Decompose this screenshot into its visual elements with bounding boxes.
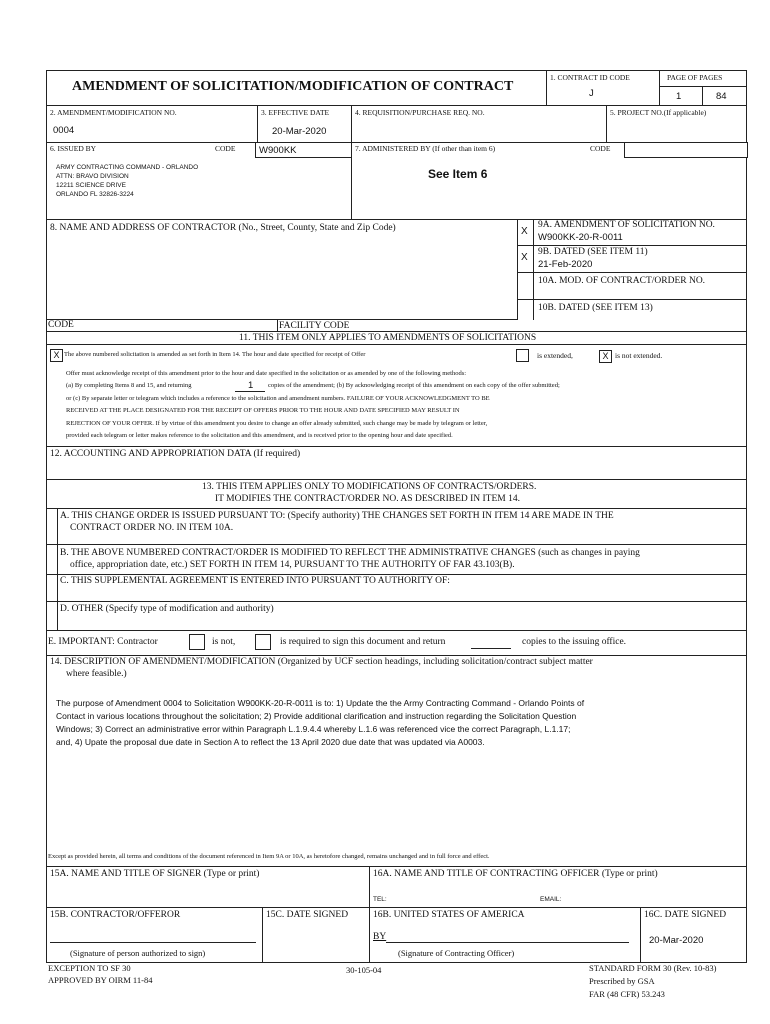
issuer-line-2: ATTN: BRAVO DIVISION — [56, 173, 129, 180]
item-13a-line-2: CONTRACT ORDER NO. IN ITEM 10A. — [70, 523, 234, 533]
amended-checkbox[interactable]: X — [50, 349, 63, 362]
item-16b-label: 16B. UNITED STATES OF AMERICA — [373, 910, 525, 920]
is-required-checkbox[interactable] — [255, 634, 271, 650]
issuer-line-4: ORLANDO FL 32826-3224 — [56, 191, 134, 198]
item-15b-label: 15B. CONTRACTOR/OFFEROR — [50, 910, 181, 920]
effective-date: 20-Mar-2020 — [272, 126, 327, 137]
item-13-heading-1: 13. THIS ITEM APPLIES ONLY TO MODIFICATIONS OF CONTRACTS/ORDERS. — [202, 482, 537, 492]
is-not-text: is not, — [212, 637, 236, 647]
total-pages: 84 — [716, 91, 727, 102]
item-12-label: 12. ACCOUNTING AND APPROPRIATION DATA (If required) — [50, 449, 301, 459]
item-11-line-5: REJECTION OF YOUR OFFER. If by virtue of this amendment you desire to change an offer already submitted, such change may be made by telegram or letter, — [66, 420, 488, 427]
administered-by-code-label: CODE — [590, 144, 611, 153]
item-9a-value: W900KK-20-R-0011 — [538, 232, 623, 243]
item-10b-label: 10B. DATED (SEE ITEM 13) — [538, 303, 653, 313]
administered-by-code-box — [624, 142, 748, 158]
item-14-desc-3: Windows; 3) Correct an administrative error within Paragraph L.1.9.4.4 whereby L.1.6 was referenced vice the correct Paragraph, L.1.17; — [56, 724, 571, 734]
item-15a-label: 15A. NAME AND TITLE OF SIGNER (Type or print) — [50, 869, 260, 879]
approved-text: APPROVED BY OIRM 11-84 — [48, 975, 153, 985]
form-number: 30-105-04 — [346, 965, 382, 975]
page-number: 1 — [676, 91, 682, 102]
item-16a-label: 16A. NAME AND TITLE OF CONTRACTING OFFICER (Type or print) — [373, 869, 658, 879]
item-9a-label: 9A. AMENDMENT OF SOLICITATION NO. — [538, 220, 715, 230]
contract-id-code: J — [589, 88, 594, 99]
project-no-label: 5. PROJECT NO.(If applicable) — [610, 108, 707, 117]
form-title: AMENDMENT OF SOLICITATION/MODIFICATION OF CONTRACT — [72, 79, 514, 94]
prescribed-text: Prescribed by GSA — [589, 976, 655, 986]
item-14-desc-1: The purpose of Amendment 0004 to Solicitation W900KK-20-R-0011 is to: 1) Update the the Army Contracting Command - Orlando Points of — [56, 698, 585, 708]
amended-text: The above numbered solicitation is amended as set forth in Item 14. The hour and date specified for receipt of Offer — [64, 351, 366, 358]
mark-9b: X — [521, 252, 528, 263]
item-14-desc-2: Contact in various locations throughout the solicitation; 2) Provide additional clarification and instruction regarding the Solicitation Question — [56, 711, 577, 721]
item-11-line-4: RECEIVED AT THE PLACE DESIGNATED FOR THE RECEIPT OF OFFERS PRIOR TO THE HOUR AND DATE SPECIFIED MAY RESULT IN — [66, 407, 460, 414]
far-text: FAR (48 CFR) 53.243 — [589, 989, 665, 999]
contractor-code-label: CODE — [48, 320, 74, 330]
contractor-label: 8. NAME AND ADDRESS OF CONTRACTOR (No., Street, County, State and Zip Code) — [50, 223, 396, 233]
item-13d: D. OTHER (Specify type of modification and authority) — [60, 604, 274, 614]
item-11-line-3: or (c) By separate letter or telegram which includes a reference to the solicitation and amendment numbers. FAILURE OF YOUR ACKNOWLEDGMENT TO BE — [66, 395, 490, 402]
extended-text: is extended, — [537, 351, 573, 360]
item-14-desc-4: and, 4) Upate the proposal due date in Section A to reflect the 13 April 2020 due date that was updated via A0003. — [56, 737, 485, 747]
item-13b-line-2: office, appropriation date, etc.) SET FORTH IN ITEM 14, PURSUANT TO THE AUTHORITY OF FAR 43.103(B). — [70, 560, 515, 570]
page-of-pages-label: PAGE OF PAGES — [667, 73, 723, 82]
administered-by-label: 7. ADMINISTERED BY (If other than item 6) — [355, 144, 496, 153]
item-9b-value: 21-Feb-2020 — [538, 259, 593, 270]
item-11-line-2a: (a) By completing Items 8 and 15, and returning — [66, 382, 192, 389]
issued-by-code: W900KK — [259, 145, 297, 156]
issued-by-code-label: CODE — [215, 144, 236, 153]
tel-label: TEL: — [373, 896, 387, 903]
item-13c: C. THIS SUPPLEMENTAL AGREEMENT IS ENTERED INTO PURSUANT TO AUTHORITY OF: — [60, 576, 450, 586]
issuer-line-3: 12211 SCIENCE DRIVE — [56, 182, 126, 189]
item-15c-label: 15C. DATE SIGNED — [266, 910, 349, 920]
signature-officer-label: (Signature of Contracting Officer) — [398, 948, 515, 958]
effective-date-label: 3. EFFECTIVE DATE — [261, 108, 330, 117]
item-11-heading: 11. THIS ITEM ONLY APPLIES TO AMENDMENTS OF SOLICITATIONS — [239, 333, 537, 343]
item-14-footer: Except as provided herein, all terms and conditions of the document referenced in Item 9A or 10A, as heretofore changed, remains unchanged and in full force and effect. — [48, 853, 490, 860]
is-not-checkbox[interactable] — [189, 634, 205, 650]
item-11-line-6: provided each telegram or letter makes reference to the solicitation and this amendment, and is received prior to the opening hour and date specified. — [66, 432, 453, 439]
item-11-line-1: Offer must acknowledge receipt of this amendment prior to the hour and date specified in the solicitation or as amended by one of the following methods: — [66, 370, 467, 377]
standard-form-text: STANDARD FORM 30 (Rev. 10-83) — [589, 963, 717, 973]
item-13b-line-1: B. THE ABOVE NUMBERED CONTRACT/ORDER IS MODIFIED TO REFLECT THE ADMINISTRATIVE CHANGES (such as changes in paying — [60, 548, 640, 558]
signature-person-label: (Signature of person authorized to sign) — [70, 948, 206, 958]
amendment-no: 0004 — [53, 125, 75, 136]
copies-text: copies to the issuing office. — [522, 637, 627, 647]
item-13-heading-2: IT MODIFIES THE CONTRACT/ORDER NO. AS DESCRIBED IN ITEM 14. — [215, 494, 520, 504]
requisition-label: 4. REQUISITION/PURCHASE REQ. NO. — [355, 108, 485, 117]
item-13a-line-1: A. THIS CHANGE ORDER IS ISSUED PURSUANT TO: (Specify authority) THE CHANGES SET FORTH IN ITEM 14 ARE MADE IN THE — [60, 511, 614, 521]
item-14-label-2: where feasible.) — [66, 669, 127, 679]
email-label: EMAIL: — [540, 896, 562, 903]
item-9b-label: 9B. DATED (SEE ITEM 11) — [538, 247, 648, 257]
issued-by-label: 6. ISSUED BY — [50, 144, 97, 153]
see-item-6: See Item 6 — [428, 167, 488, 181]
item-16c-label: 16C. DATE SIGNED — [644, 910, 727, 920]
item-14-label-1: 14. DESCRIPTION OF AMENDMENT/MODIFICATION (Organized by UCF section headings, including solicitation/contract subject matter — [50, 657, 593, 667]
important-label: E. IMPORTANT: Contractor — [48, 637, 158, 647]
date-16c: 20-Mar-2020 — [649, 935, 704, 946]
issuer-line-1: ARMY CONTRACTING COMMAND - ORLANDO — [56, 164, 199, 171]
contract-id-code-label: 1. CONTRACT ID CODE — [550, 73, 630, 82]
facility-code-label: FACILITY CODE — [279, 321, 350, 331]
item-10a-label: 10A. MOD. OF CONTRACT/ORDER NO. — [538, 276, 706, 286]
extended-checkbox[interactable] — [516, 349, 529, 362]
copies-count: 1 — [248, 380, 254, 391]
amendment-no-label: 2. AMENDMENT/MODIFICATION NO. — [50, 108, 177, 117]
item-11-line-2b: copies of the amendment; (b) By acknowledging receipt of this amendment on each copy of the offer submitted; — [268, 382, 560, 389]
exception-text: EXCEPTION TO SF 30 — [48, 963, 131, 973]
by-label: BY — [373, 932, 387, 942]
mark-9a: X — [521, 226, 528, 237]
not-extended-text: is not extended. — [615, 351, 663, 360]
is-required-text: is required to sign this document and return — [280, 637, 446, 647]
not-extended-checkbox[interactable]: X — [599, 350, 612, 363]
